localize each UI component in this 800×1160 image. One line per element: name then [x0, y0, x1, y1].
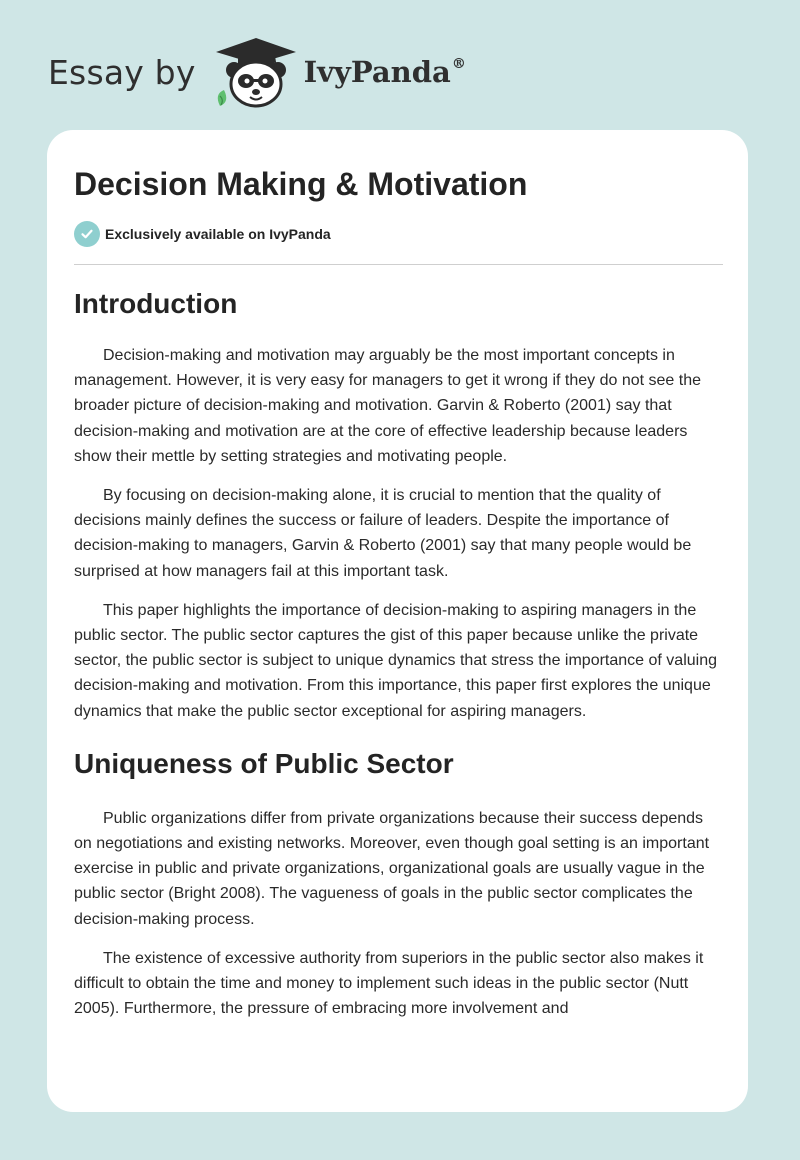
badge-text: Exclusively available on IvyPanda — [105, 226, 331, 242]
page-title: Decision Making & Motivation — [74, 166, 528, 202]
paragraph: Public organizations differ from private organizations because their success depends on negotiations and existing networks. Moreover, even though goal setting is an important exercise in public and private organizations, organizational goals are usually vague in the public sector (Bright 2008). The vagueness of goals in the public sector complicates the decision-making process. — [74, 809, 710, 928]
paragraph: This paper highlights the importance of decision-making to aspiring managers in the public sector. The public sector captures the gist of this paper because unlike the private sector, the public sector is subject to unique dynamics that stress the importance of valuing decision-making and motivation. From this importance, this paper first explores the unique dynamics that make the public sector exceptional for aspiring managers. — [74, 601, 717, 720]
essay-by-label: Essay by — [48, 52, 196, 92]
essay-card — [47, 130, 748, 1112]
check-icon — [74, 221, 100, 247]
section-heading-introduction: Introduction — [74, 288, 238, 319]
registered-mark: ® — [451, 56, 466, 72]
essay-content — [74, 130, 724, 1021]
paragraph: Decision-making and motivation may arguably be the most important concepts in management. However, it is very easy for managers to get it wrong if they do not see the broader picture of decision-making and motivation. Garvin & Roberto (2001) say that decision-making and motivation are at the core of effective leadership because leaders show their mettle by setting strategies and motivating people. — [74, 347, 701, 465]
divider — [74, 264, 723, 265]
paragraph: The existence of excessive authority from superiors in the public sector also makes it difficult to obtain the time and money to implement such ideas in the public sector (Nutt 2005). Furthermore, the pressure of embracing more involvement and — [74, 949, 704, 1018]
availability-badge — [74, 221, 724, 247]
site-header — [48, 34, 466, 110]
section-heading-uniqueness: Uniqueness of Public Sector — [74, 747, 454, 779]
panda-graduation-cap-icon — [210, 34, 302, 110]
paragraph: By focusing on decision-making alone, it is crucial to mention that the quality of decisions mainly defines the success or failure of leaders. Despite the importance of decision-making to managers, Garvin & Roberto (2001) say that many people would be surprised at how managers fail at this important task. — [74, 487, 692, 580]
brand-name: IvyPanda® — [303, 55, 466, 89]
